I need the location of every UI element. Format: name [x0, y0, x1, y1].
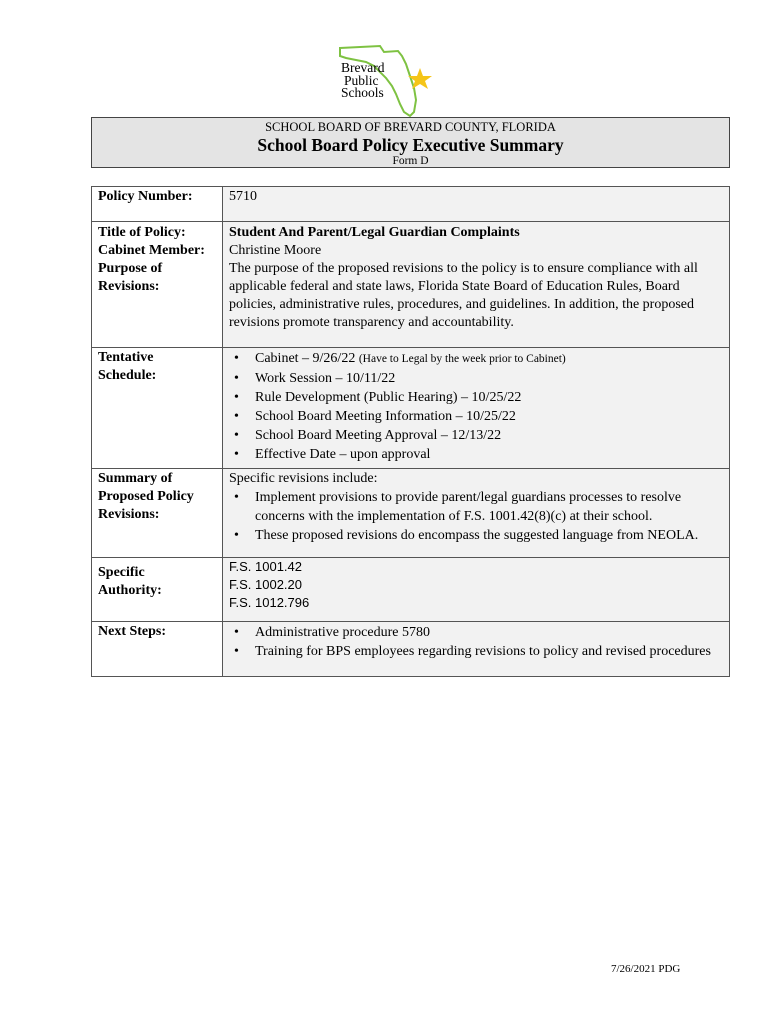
purpose-label-1: Purpose of — [98, 261, 163, 276]
title-label-text: Title of Policy: — [98, 225, 186, 240]
logo-line-3: Schools — [341, 85, 384, 100]
table-row — [92, 187, 730, 222]
schedule-value — [223, 348, 730, 469]
list-item — [255, 388, 723, 407]
summary-intro: Specific revisions include: — [229, 471, 378, 486]
list-item — [255, 426, 723, 445]
table-row — [92, 622, 730, 677]
schedule-label — [92, 348, 223, 469]
authority-label — [92, 558, 223, 622]
next-steps-list — [229, 623, 723, 661]
logo-wordmark — [341, 62, 384, 100]
summary-list — [229, 488, 723, 545]
schedule-label-2: Schedule: — [98, 368, 157, 383]
authority-line: F.S. 1012.796 — [229, 595, 310, 610]
list-item: • Administrative procedure 5780 — [255, 623, 723, 642]
authority-label-2: Authority: — [98, 583, 162, 598]
purpose-label-2: Revisions: — [98, 279, 160, 294]
list-item — [255, 349, 723, 369]
policy-summary-table — [91, 186, 730, 677]
schedule-item-text: Work Session – 10/11/22 — [255, 371, 396, 386]
summary-value — [223, 469, 730, 558]
summary-label-2: Proposed Policy — [98, 489, 194, 504]
purpose-value: The purpose of the proposed revisions to the policy is to ensure compliance with all applicable federal and state laws, Florida State Board of Education Rules, Board policies, administrative rules, procedures, and guidelines. In addition, the proposed revisions promote transparency and accountability. — [229, 261, 698, 330]
logo-line-1: Brevard — [341, 60, 385, 75]
star-icon — [408, 68, 432, 89]
next-steps-label: Next Steps: — [92, 622, 223, 677]
authority-line: F.S. 1001.42 — [229, 559, 302, 574]
schedule-label-1: Tentative — [98, 350, 154, 365]
schedule-item-text: School Board Meeting Approval – 12/13/22 — [255, 428, 502, 443]
list-item: • Training for BPS employees regarding revisions to policy and revised procedures — [255, 642, 723, 661]
schedule-item-note: (Have to Legal by the week prior to Cabinet) — [358, 353, 566, 365]
logo-line-2: Public — [344, 72, 379, 88]
policy-title-value: Student And Parent/Legal Guardian Complaints — [229, 225, 520, 240]
list-item — [255, 445, 723, 464]
schedule-item-text: Cabinet – 9/26/22 — [255, 351, 356, 366]
table-row — [92, 558, 730, 622]
next-steps-value — [223, 622, 730, 677]
summary-label-3: Revisions: — [98, 507, 160, 522]
organization-name: SCHOOL BOARD OF BREVARD COUNTY, FLORIDA — [265, 120, 556, 134]
title-cabinet-purpose-value — [223, 222, 730, 348]
schedule-item-text: Rule Development (Public Hearing) – 10/25/22 — [255, 390, 522, 405]
footer-date: 7/26/2021 PDG — [611, 963, 681, 975]
list-item: • Implement provisions to provide parent/legal guardians processes to resolve concerns with the implementation of F.S. 1001.42(8)(c) at their school. — [255, 488, 723, 526]
summary-label — [92, 469, 223, 558]
table-row — [92, 348, 730, 469]
schedule-item-text: School Board Meeting Information – 10/25/22 — [255, 409, 516, 424]
list-item: • These proposed revisions do encompass the suggested language from NEOLA. — [255, 526, 723, 545]
cabinet-label-text: Cabinet Member: — [98, 243, 205, 258]
table-row — [92, 469, 730, 558]
policy-number-label: Policy Number: — [92, 187, 223, 222]
summary-label-1: Summary of — [98, 471, 173, 486]
policy-number-value: 5710 — [223, 187, 730, 222]
authority-label-1: Specific — [98, 565, 145, 580]
schedule-item-text: Effective Date – upon approval — [255, 447, 431, 462]
authority-value — [223, 558, 730, 622]
header-box — [91, 117, 730, 168]
table-row — [92, 222, 730, 348]
form-label: Form D — [392, 155, 429, 167]
authority-line: F.S. 1002.20 — [229, 577, 302, 592]
schedule-list — [229, 349, 723, 464]
cabinet-member-value: Christine Moore — [229, 243, 322, 258]
title-label — [92, 222, 223, 348]
list-item — [255, 407, 723, 426]
page-title: School Board Policy Executive Summary — [257, 135, 564, 155]
list-item — [255, 369, 723, 388]
